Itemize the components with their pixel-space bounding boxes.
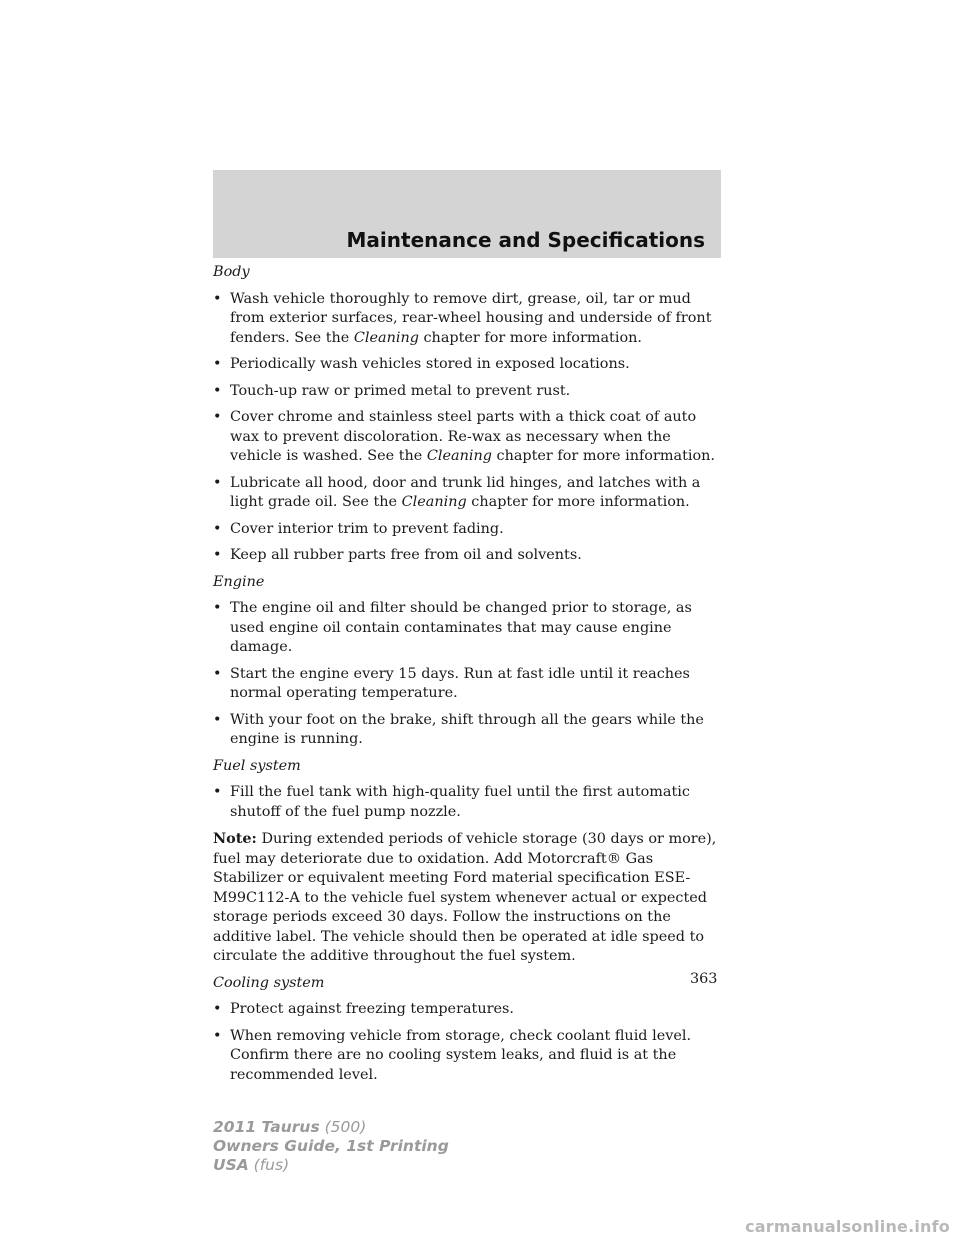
bullet-icon: • bbox=[213, 520, 222, 537]
list-item: • Wash vehicle thoroughly to remove dirt, grease, oil, tar or mud from exterior surfaces, rear-wheel housing and underside of front fenders. See the Cleaning chapter for more information. bbox=[213, 290, 712, 346]
footer-line-model: 2011 Taurus (500) bbox=[213, 1118, 367, 1136]
engine-list bbox=[213, 599, 725, 750]
site-watermark: carmanualsonline.info bbox=[745, 1217, 950, 1236]
section-heading-engine: Engine bbox=[213, 573, 265, 590]
bullet-icon: • bbox=[213, 711, 222, 728]
bullet-icon: • bbox=[213, 547, 222, 563]
list-item: • Lubricate all hood, door and trunk lid hinges, and latches with a light grade oil. See the Cleaning chapter for more information. bbox=[213, 474, 701, 510]
bullet-icon: • bbox=[213, 356, 222, 372]
list-item: • Protect against freezing temperatures. bbox=[213, 1000, 725, 1020]
bullet-icon: • bbox=[213, 474, 222, 491]
chapter-header-band bbox=[213, 170, 721, 258]
bullet-icon: • bbox=[213, 600, 222, 616]
fuel-list bbox=[213, 783, 725, 822]
bullet-icon: • bbox=[213, 382, 222, 399]
chapter-title: Maintenance and Specifications bbox=[346, 228, 705, 252]
bullet-icon: • bbox=[213, 290, 222, 307]
list-item: • Start the engine every 15 days. Run at fast idle until it reaches normal operating temperature. bbox=[213, 665, 690, 701]
cooling-list bbox=[213, 1000, 725, 1085]
list-item: • Keep all rubber parts free from oil and solvents. bbox=[213, 546, 725, 566]
bullet-icon: • bbox=[213, 1027, 222, 1044]
list-item: • Touch-up raw or primed metal to prevent rust. bbox=[213, 382, 725, 402]
bullet-icon: • bbox=[213, 784, 222, 800]
page-number: 363 bbox=[690, 971, 718, 987]
footer-line-market: USA (fus) bbox=[213, 1156, 290, 1174]
page-content bbox=[213, 263, 725, 1092]
body-list bbox=[213, 290, 725, 566]
list-item: • The engine oil and filter should be changed prior to storage, as used engine oil contain contaminates that may cause engine damage. bbox=[213, 600, 692, 655]
bullet-icon: • bbox=[213, 1001, 222, 1017]
list-item: • Fill the fuel tank with high-quality fuel until the first automatic shutoff of the fuel pump nozzle. bbox=[213, 784, 690, 820]
list-item: • Cover chrome and stainless steel parts with a thick coat of auto wax to prevent discoloration. Re-wax as necessary when the vehicle is washed. See the Cleaning chapter for more information. bbox=[213, 409, 715, 464]
list-item: • Periodically wash vehicles stored in exposed locations. bbox=[213, 355, 725, 375]
bullet-icon: • bbox=[213, 665, 222, 682]
section-heading-cooling: Cooling system bbox=[213, 974, 325, 991]
list-item: • With your foot on the brake, shift through all the gears while the engine is running. bbox=[213, 711, 704, 747]
note-text: During extended periods of vehicle storage (30 days or more), fuel may deteriorate due to oxidation. Add Motorcraft® Gas Stabilizer or equivalent meeting Ford material specification ESE-M99C112-A to the vehicle fuel system whenever actual or expected storage periods exceed 30 days. Follow the instructions on the additive label. The vehicle should then be operated at idle speed to circulate the additive throughout the fuel system. bbox=[213, 831, 717, 964]
list-item: • Cover interior trim to prevent fading. bbox=[213, 520, 725, 540]
storage-note bbox=[213, 829, 725, 967]
note-label: Note: bbox=[213, 830, 257, 847]
section-heading-body: Body bbox=[213, 264, 250, 280]
list-item: • When removing vehicle from storage, check coolant fluid level. Confirm there are no cooling system leaks, and fluid is at the recommended level. bbox=[213, 1027, 692, 1083]
footer-line-guide: Owners Guide, 1st Printing bbox=[213, 1137, 449, 1155]
bullet-icon: • bbox=[213, 409, 222, 425]
section-heading-fuel: Fuel system bbox=[213, 757, 301, 774]
document-footer bbox=[213, 1118, 449, 1175]
